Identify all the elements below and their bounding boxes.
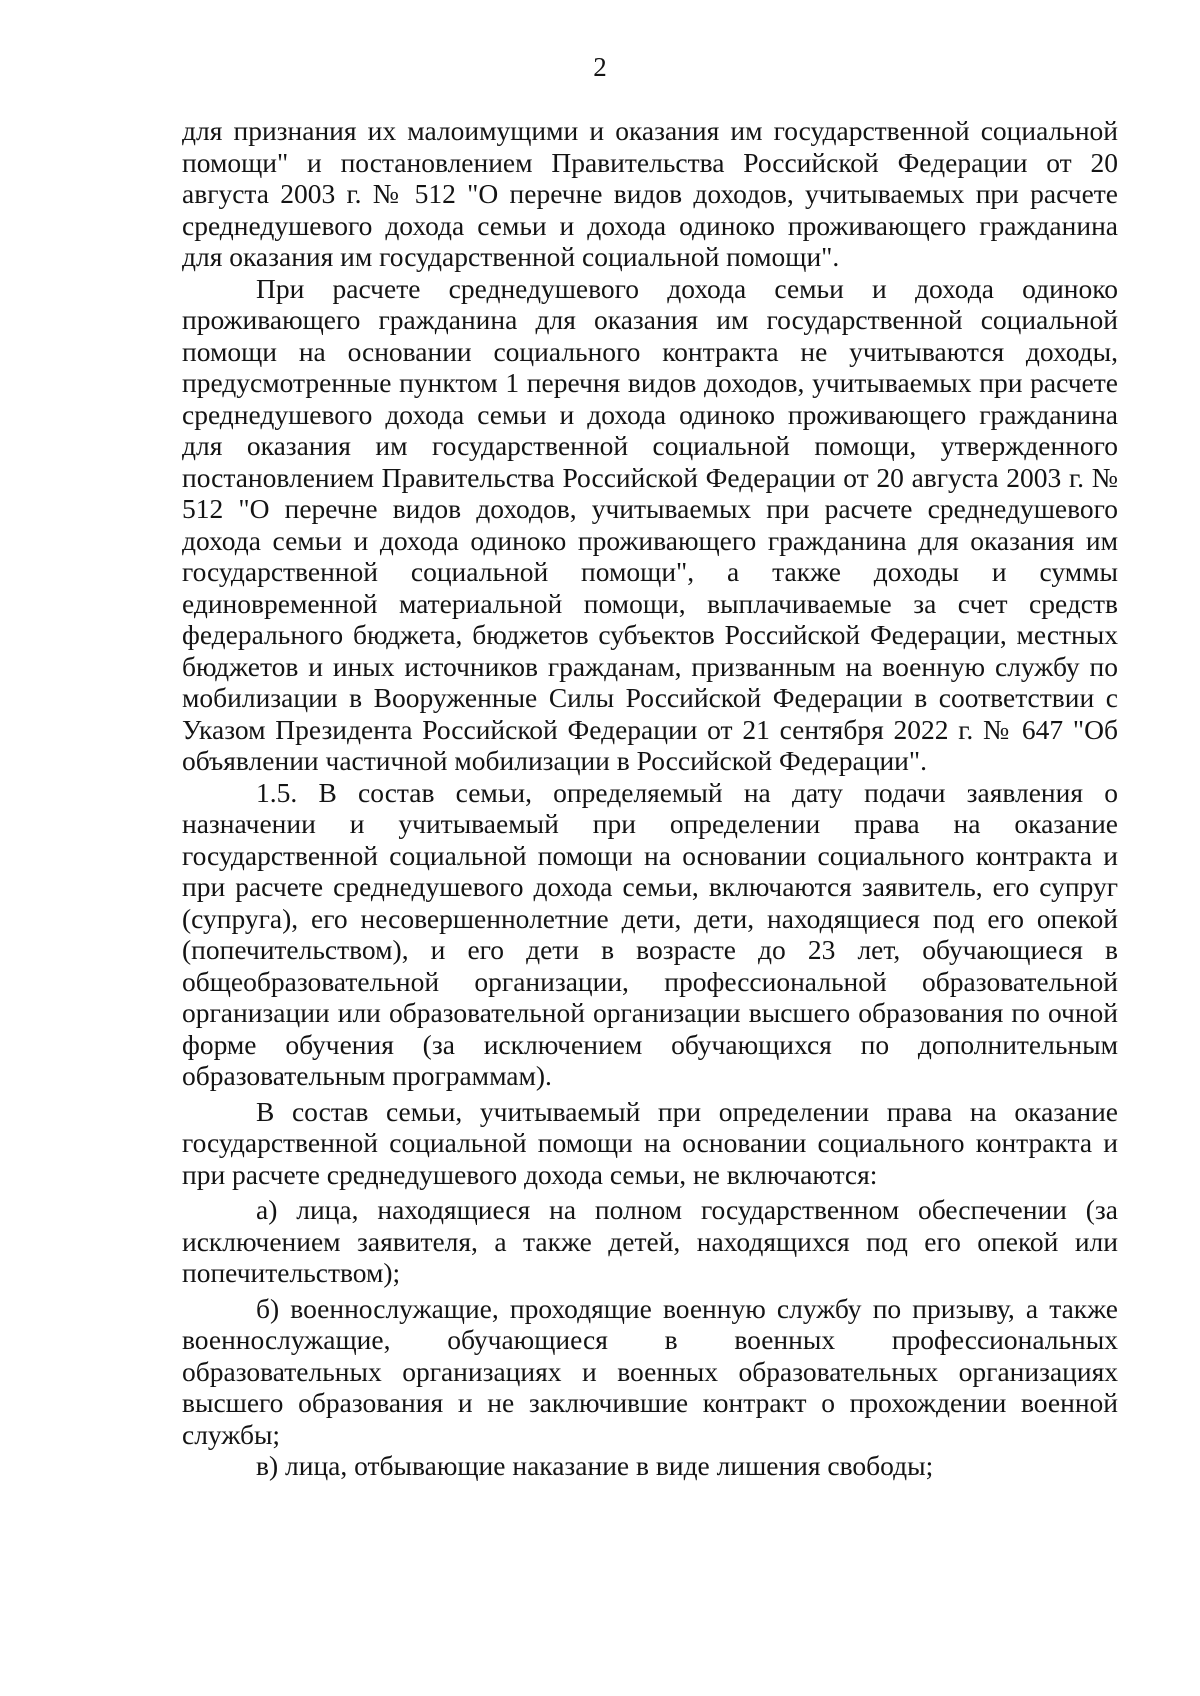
page-number: 2 [593, 52, 607, 82]
paragraph-income-exclusions: При расчете среднедушевого дохода семьи и дохода одиноко проживающего гражданина для оказания им государственной социальной помощи на основании социального контракта не учитываются доходы, предусмотренные пунктом 1 перечня видов доходов, учитываемых при расчете среднедушевого дохода семьи и дохода одиноко проживающего гражданина для оказания им государственной социальной помощи, утвержденного постановлением Правительства Российской Федерации от 20 августа 2003 г. № 512 "О перечне видов доходов, учитываемых при расчете среднедушевого дохода семьи и дохода одиноко проживающего гражданина для оказания им государственной социальной помощи", а также доходы и суммы единовременной материальной помощи, выплачиваемые за счет средств федерального бюджета, бюджетов субъектов Российской Федерации, местных бюджетов и иных источников гражданам, призванным на военную службу по мобилизации в Вооруженные Силы Российской Федерации в соответствии с Указом Президента Российской Федерации от 21 сентября 2022 г. № 647 "Об объявлении частичной мобилизации в Российской Федерации". [182, 272, 1118, 776]
list-item-a: а) лица, находящиеся на полном государственном обеспечении (за исключением заявителя, а также детей, находящихся под его опекой или попечительством); [182, 1194, 1118, 1288]
paragraph-family-not-included: В состав семьи, учитываемый при определении права на оказание государственной социальной помощи на основании социального контракта и при расчете среднедушевого дохода семьи, не включаются: [182, 1095, 1118, 1190]
paragraph-continuation: для признания их малоимущими и оказания им государственной социальной помощи" и постановлением Правительства Российской Федерации от 20 августа 2003 г. № 512 "О перечне видов доходов, учитываемых при расчете среднедушевого дохода семьи и дохода одиноко проживающего гражданина для оказания им государственной социальной помощи". [182, 115, 1118, 272]
document-body [182, 115, 1118, 1482]
list-item-b: б) военнослужащие, проходящие военную службу по призыву, а также военнослужащие, обучающиеся в военных профессиональных образовательных организациях и военных образовательных организациях высшего образования и не заключившие контракт о прохождении военной службы; [182, 1292, 1118, 1450]
paragraph-1-5-family-composition: 1.5. В состав семьи, определяемый на дату подачи заявления о назначении и учитываемый при определении права на оказание государственной социальной помощи на основании социального контракта и при расчете среднедушевого дохода семьи, включаются заявитель, его супруг (супруга), его несовершеннолетние дети, дети, находящиеся под его опекой (попечительством), и его дети в возрасте до 23 лет, обучающиеся в общеобразовательной организации, профессиональной образовательной организации или образовательной организации высшего образования по очной форме обучения (за исключением обучающихся по дополнительным образовательным программам). [182, 776, 1118, 1091]
list-item-v: в) лица, отбывающие наказание в виде лишения свободы; [256, 1450, 934, 1481]
